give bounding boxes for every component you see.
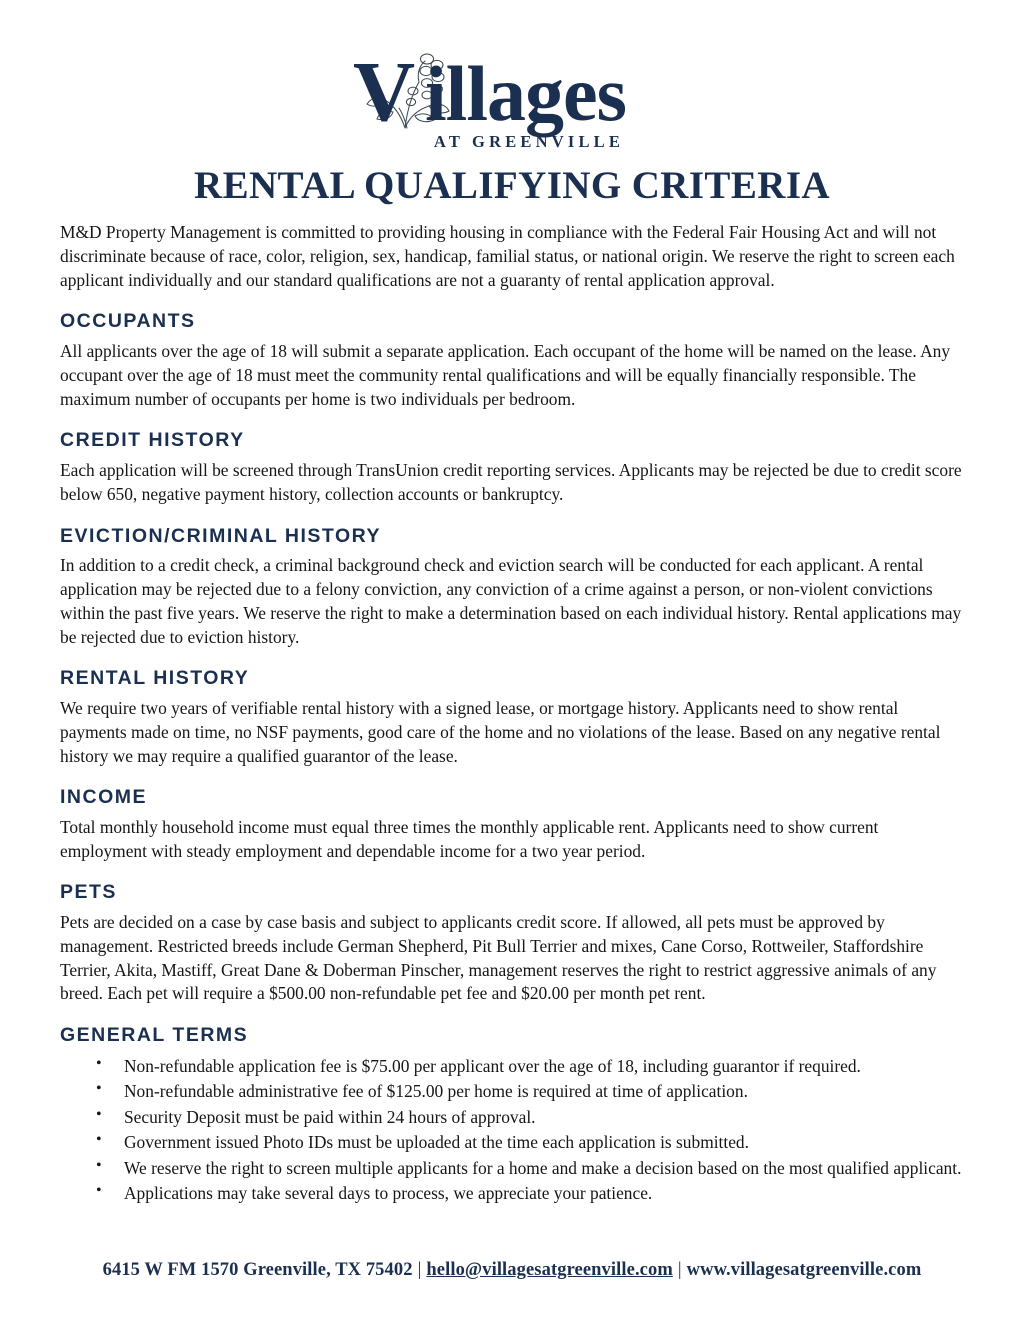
intro-paragraph: M&D Property Management is committed to providing housing in compliance with the Federal Fair Housing Act and will not discriminate because of race, color, religion, sex, handicap, familial status, or national origin. We reserve the right to screen each applicant individually and our standard qualifications are not a guaranty of rental application approval.: [60, 221, 955, 290]
list-item: • Security Deposit must be paid within 24 hours of approval.: [96, 1105, 964, 1130]
section-heading-general-terms: GENERAL TERMS: [60, 1024, 249, 1047]
section-general-terms: [60, 1025, 964, 1206]
footer-email-link[interactable]: hello@villagesatgreenville.com: [426, 1260, 673, 1280]
footer-address: 6415 W FM 1570 Greenville, TX 75402: [102, 1260, 413, 1280]
logo-initial: V: [353, 46, 416, 138]
section-credit-history: [60, 430, 964, 506]
footer-separator-2: |: [677, 1260, 682, 1280]
section-heading-eviction-criminal-history: EVICTION/CRIMINAL HISTORY: [60, 524, 381, 547]
brand-logo: [60, 0, 964, 152]
section-heading-income: INCOME: [60, 786, 147, 809]
list-item: • Applications may take several days to process, we appreciate your patience.: [96, 1181, 964, 1206]
section-income: [60, 787, 964, 863]
page-title: RENTAL QUALIFYING CRITERIA: [194, 164, 830, 207]
villages-wordmark: [347, 46, 677, 138]
section-heading-credit-history: CREDIT HISTORY: [60, 429, 245, 452]
villages-logo-svg: [347, 46, 677, 138]
section-heading-pets: PETS: [60, 881, 117, 904]
section-body-income: Total monthly household income must equal three times the monthly applicable rent. Applicants need to show current employment with steady employment and dependable income for a two year period.: [60, 816, 879, 861]
list-item: • Government issued Photo IDs must be uploaded at the time each application is submitted.: [96, 1130, 964, 1155]
section-eviction-criminal-history: [60, 526, 964, 650]
section-heading-rental-history: RENTAL HISTORY: [60, 667, 250, 690]
footer-separator-1: |: [417, 1260, 422, 1280]
logo-subtitle: AT GREENVILLE: [433, 132, 625, 151]
list-item: • Non-refundable administrative fee of $125.00 per home is required at time of application.: [96, 1079, 964, 1104]
footer: [0, 1260, 1024, 1281]
section-body-credit-history: Each application will be screened through TransUnion credit reporting services. Applicants may be rejected be due to credit score below 650, negative payment history, collection accounts or bankruptcy.: [60, 459, 962, 504]
section-occupants: [60, 311, 964, 411]
section-heading-occupants: OCCUPANTS: [60, 310, 196, 333]
general-terms-list: [60, 1054, 964, 1206]
logo-wordmark: illages: [425, 50, 626, 137]
section-body-eviction-criminal-history: In addition to a credit check, a criminal background check and eviction search will be conducted for each applicant. A rental application may be rejected due to a felony conviction, any conviction of a crime against a person, or non-violent convictions within the past five years. We reserve the right to make a determination based on each individual history. Rental applications may be rejected due to eviction history.: [60, 555, 962, 647]
section-body-pets: Pets are decided on a case by case basis and subject to applicants credit score. If allowed, all pets must be approved by management. Restricted breeds include German Shepherd, Pit Bull Terrier and mixes, Cane Corso, Rottweiler, Staffordshire Terrier, Akita, Mastiff, Great Dane & Doberman Pinscher, management reserves the right to restrict aggressive animals of any breed. Each pet will require a $500.00 non-refundable pet fee and $20.00 per month pet rent.: [60, 911, 937, 1004]
section-body-occupants: All applicants over the age of 18 will submit a separate application. Each occupant of the home will be named on the lease. Any occupant over the age of 18 must meet the community rental qualifications and will be equally financially responsible. The maximum number of occupants per home is two individuals per bedroom.: [60, 340, 951, 409]
section-body-rental-history: We require two years of verifiable rental history with a signed lease, or mortgage history. Applicants need to show rental payments made on time, no NSF payments, good care of the home and no violations of the lease. Based on any negative rental history we may require a qualified guarantor of the lease.: [60, 697, 941, 766]
section-rental-history: [60, 668, 964, 768]
list-item: • We reserve the right to screen multiple applicants for a home and make a decision based on the most qualified applicant.: [96, 1156, 964, 1181]
footer-website-link[interactable]: www.villagesatgreenville.com: [686, 1260, 922, 1280]
section-pets: [60, 882, 964, 1006]
list-item: • Non-refundable application fee is $75.00 per applicant over the age of 18, including guarantor if required.: [96, 1054, 964, 1079]
